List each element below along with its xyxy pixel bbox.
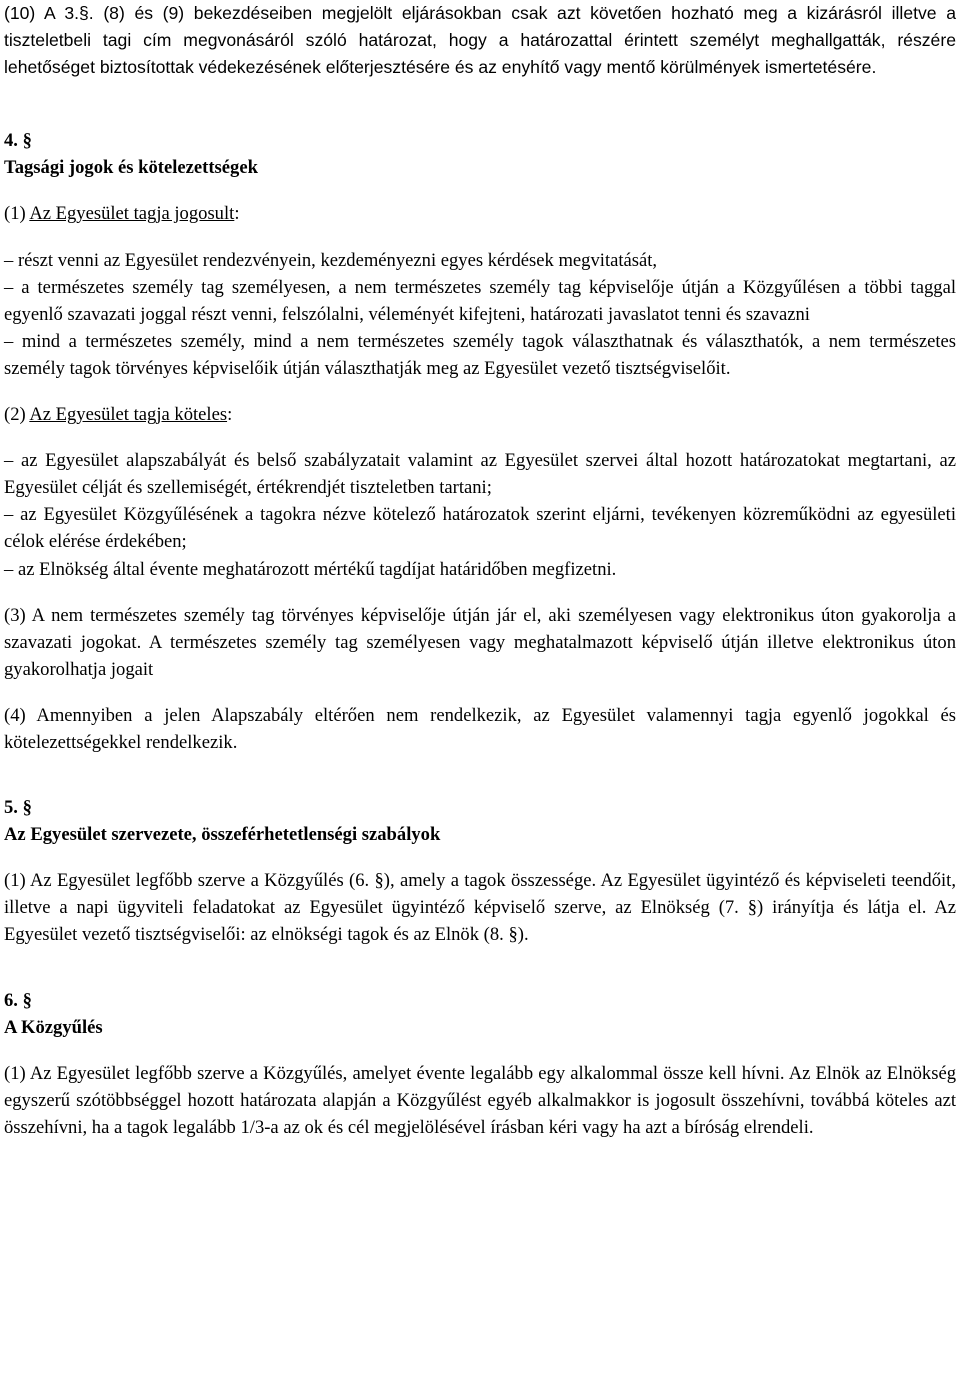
duties-item: – az Egyesület alapszabályát és belső szabályzatait valamint az Egyesület szervei által hozott határozatokat megtartani, az Egyesület célját és szellemiségét, értékrendjét tiszteletben tartani; — [4, 450, 956, 499]
section-4-title: Tagsági jogok és kötelezettségek — [4, 157, 258, 179]
section-4-para-4: (4) Amennyiben a jelen Alapszabály eltérően nem rendelkezik, az Egyesület valamennyi tagja egyenlő jogokkal és kötelezettségekkel rendelkezik. — [4, 704, 956, 753]
duties-item: – az Elnökség által évente meghatározott mértékű tagdíjat határidőben megfizetni. — [4, 558, 617, 580]
section-6-para-1: (1) Az Egyesület legfőbb szerve a Közgyűlés, amelyet évente legalább egy alkalommal össze kell hívni. Az Elnök az Elnökség egyszerű szótöbbséggel hozott határozata alapján a Közgyűlést egyéb alkalmakkor is jogosult összehívni, továbbá köteles azt összehívni, ha a tagok legalább 1/3-a az ok és cél megjelölésével írásban kéri vagy ha azt a bíróság elrendeli. — [4, 1062, 956, 1138]
rights-item: – a természetes személy tag személyesen, a nem természetes személy tag képviselője útján a Közgyűlésen a többi taggal egyenlő szavazati joggal részt venni, felszólalni, véleményét kifejteni, határozati javaslatot tenni és szavazni — [4, 276, 956, 325]
document-page — [4, 0, 956, 1141]
section-5-title: Az Egyesület szervezete, összeférhetetlenségi szabályok — [4, 824, 441, 846]
section-6-title: A Közgyűlés — [4, 1016, 103, 1038]
section-5-number: 5. § — [4, 797, 32, 819]
section-4-para-1: (1) Az Egyesület tagja jogosult: — [4, 203, 240, 225]
intro-paragraph: (10) A 3.§. (8) és (9) bekezdéseiben megjelölt eljárásokban csak azt követően hozható meg a kizárásról illetve a tiszteletbeli tagi cím megvonásáról szóló határozat, hogy a határozattal érintett személyt meghallgatták, részére lehetőséget biztosítottak védekezésének előterjesztésére és az enyhítő vagy mentő körülmények ismertetésére. — [4, 3, 956, 78]
rights-item: – mind a természetes személy, mind a nem természetes személy tagok választhatnak és választhatók, a nem természetes személy tagok törvényes képviselőik útján választhatják meg az Egyesület vezető tisztségviselőit. — [4, 330, 956, 379]
duties-item: – az Egyesület Közgyűlésének a tagokra nézve kötelező határozatok szerint eljárni, tevékenyen közreműködni az egyesületi célok elérése érdekében; — [4, 504, 956, 553]
section-5-para-1: (1) Az Egyesület legfőbb szerve a Közgyűlés (6. §), amely a tagok összessége. Az Egyesület ügyintéző és képviseleti teendőit, illetve a napi ügyviteli feladatokat az Egyesület ügyintéző képviselő szerve, az Elnökség (7. §) irányítja és látja el. Az Egyesület vezető tisztségviselői: az elnökségi tagok és az Elnök (8. §). — [4, 870, 956, 946]
section-6-number: 6. § — [4, 989, 32, 1011]
rights-item: – részt venni az Egyesület rendezvényein, kezdeményezni egyes kérdések megvitatását, — [4, 249, 658, 271]
section-4-number: 4. § — [4, 130, 32, 152]
section-4-para-2: (2) Az Egyesület tagja köteles: — [4, 404, 233, 426]
section-4-para-3: (3) A nem természetes személy tag törvényes képviselője útján jár el, aki személyesen vagy elektronikus úton gyakorolja a szavazati jogokat. A természetes személy tag személyesen vagy meghatalmazott képviselő útján illetve elektronikus úton gyakorolhatja jogait — [4, 604, 956, 680]
